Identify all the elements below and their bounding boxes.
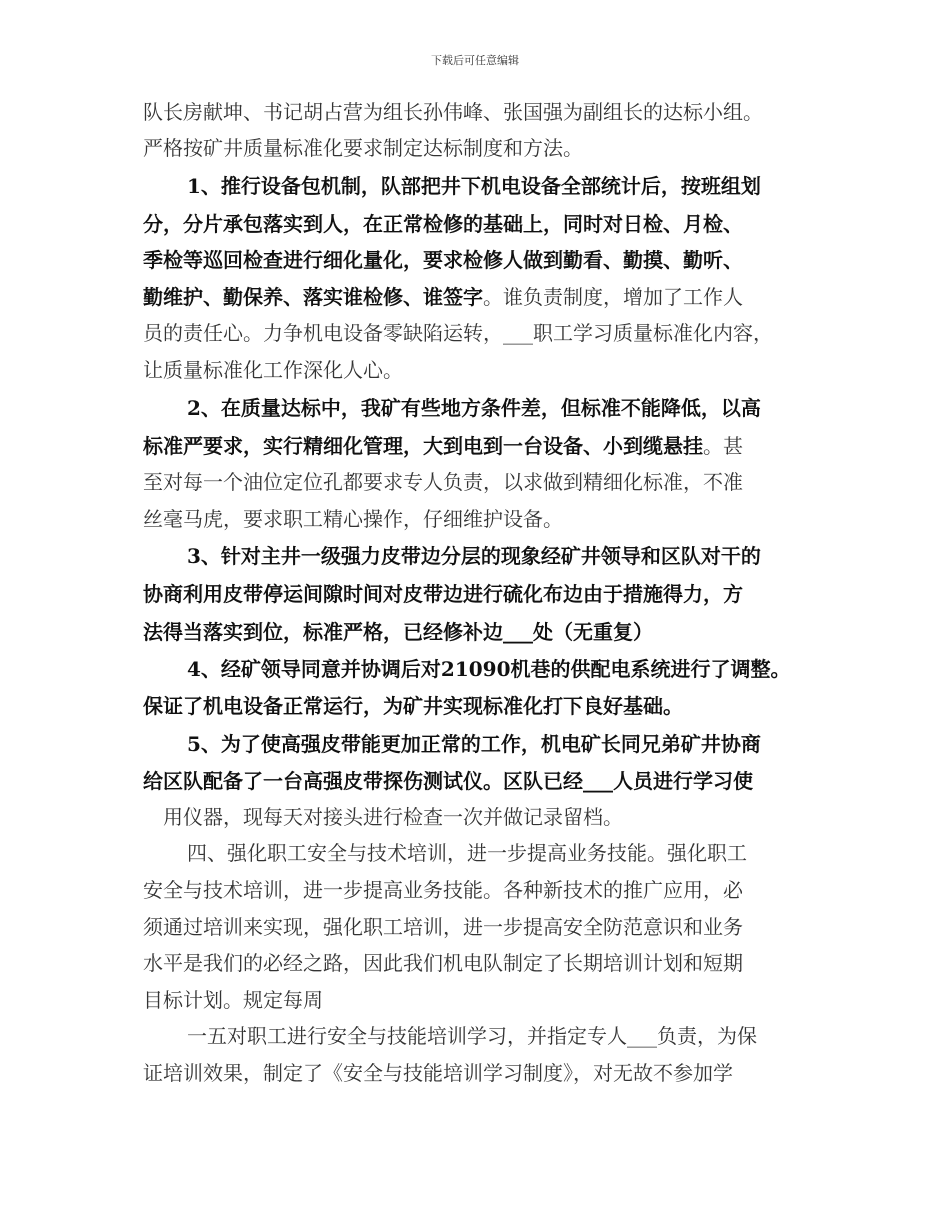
text-segment: 2、在质量达标中，我矿有些地方条件差，但标准不能降低，以高 [187, 396, 761, 420]
text-segment: 3、针对主井一级强力皮带边分层的现象经矿井领导和区队对干的 [187, 544, 761, 568]
text-segment: 用仪器，现每天对接头进行检查一次并做记录留档。 [163, 805, 623, 829]
text-line [187, 171, 761, 201]
text-line [143, 431, 743, 461]
text-segment: 保证了机电设备正常运行，为矿井实现标准化打下良好基础。 [143, 694, 683, 718]
text-line [143, 355, 403, 385]
text-segment: 严格按矿井质量标准化要求制定达标制度和方法。 [143, 136, 583, 160]
text-line [143, 875, 743, 905]
text-line [143, 617, 653, 647]
text-line [187, 729, 761, 759]
text-line [143, 282, 743, 312]
text-segment: 1、推行设备包机制，队部把井下机电设备全部统计后，按班组划 [187, 174, 761, 198]
text-line [187, 541, 761, 571]
text-line [143, 1058, 733, 1088]
text-segment: 标准严要求，实行精细化管理，大到电到一台设备、小到缆悬挂 [143, 434, 703, 458]
text-segment: 队长房献坤、书记胡占营为组长孙伟峰、张国强为副组长的达标小组。 [143, 100, 763, 124]
text-line [187, 838, 747, 868]
text-line [187, 654, 791, 684]
text-line [143, 691, 683, 721]
text-line [187, 1021, 757, 1051]
text-segment: 让质量标准化工作深化人心。 [143, 358, 403, 382]
text-segment: 水平是我们的必经之路，因此我们机电队制定了长期培训计划和短期 [143, 951, 743, 975]
text-segment: 安全与技术培训，进一步提高业务技能。各种新技术的推广应用，必 [143, 878, 743, 902]
text-line [143, 504, 563, 534]
text-line [143, 467, 743, 497]
text-segment: 。谁负责制度，增加了工作人 [483, 285, 743, 309]
text-segment: 四、强化职工安全与技术培训，进一步提高业务技能。强化职工 [187, 841, 747, 865]
text-segment: 丝毫马虎，要求职工精心操作，仔细维护设备。 [143, 507, 563, 531]
text-segment: 勤维护、勤保养、落实谁检修、谁签字 [143, 285, 483, 309]
text-segment: 给区队配备了一台高强皮带探伤测试仪。区队已经___人员进行学习使 [143, 769, 753, 793]
text-line [143, 318, 773, 348]
text-line [187, 393, 761, 423]
text-line [143, 948, 743, 978]
text-segment: 分，分片承包落实到人，在正常检修的基础上，同时对日检、月检、 [143, 212, 743, 236]
text-line [143, 209, 743, 239]
text-segment: 目标计划。规定每周 [143, 988, 323, 1012]
text-segment: 。甚 [703, 434, 743, 458]
text-segment: 须通过培训来实现，强化职工培训，进一步提高安全防范意识和业务 [143, 915, 743, 939]
text-line [143, 97, 763, 127]
text-segment: 证培训效果，制定了《安全与技能培训学习制度》，对无故不参加学 [143, 1061, 733, 1085]
text-segment: 员的责任心。力争机电设备零缺陷运转，___职工学习质量标准化内容， [143, 321, 773, 345]
text-line [163, 802, 623, 832]
text-line [143, 579, 743, 609]
text-segment: 季检等巡回检查进行细化量化，要求检修人做到勤看、勤摸、勤听、 [143, 248, 743, 272]
text-segment: 法得当落实到位，标准严格，已经修补边___处（无重复） [143, 620, 653, 644]
text-line [143, 912, 743, 942]
text-segment: 4、经矿领导同意并协调后对21090机巷的供配电系统进行了调整。 [187, 657, 791, 681]
text-line [143, 245, 743, 275]
text-segment: 5、为了使高强皮带能更加正常的工作，机电矿长同兄弟矿井协商 [187, 732, 761, 756]
text-segment: 协商利用皮带停运间隙时间对皮带边进行硫化布边由于措施得力，方 [143, 582, 743, 606]
text-segment: 一五对职工进行安全与技能培训学习，并指定专人___负责，为保 [187, 1024, 757, 1048]
page-header: 下载后可任意编辑 [431, 54, 519, 67]
text-line [143, 133, 583, 163]
text-line [143, 766, 753, 796]
text-segment: 至对每一个油位定位孔都要求专人负责，以求做到精细化标准，不准 [143, 470, 743, 494]
text-line [143, 985, 323, 1015]
